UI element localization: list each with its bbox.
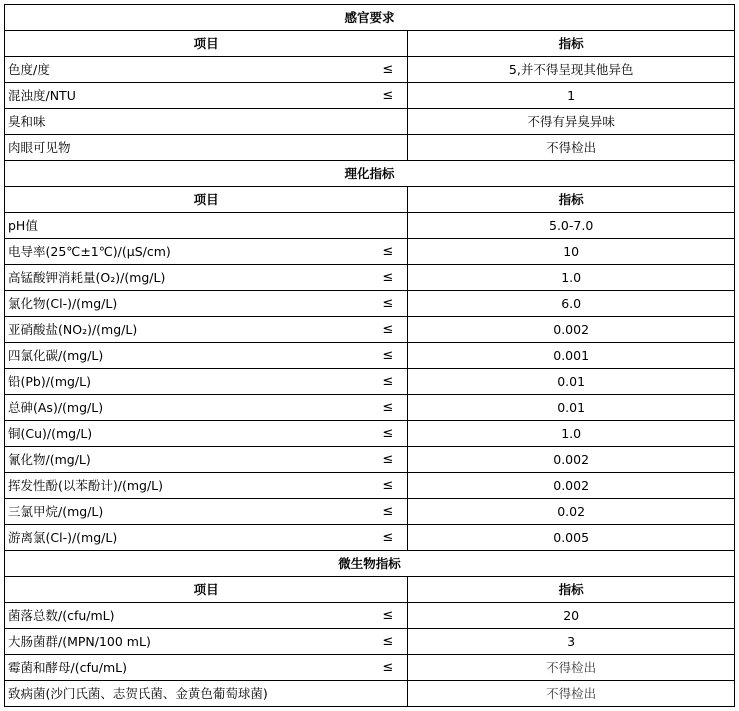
item-cell xyxy=(5,499,408,525)
table-row xyxy=(5,265,735,291)
item-name: 游离氯(Cl-)/(mg/L) xyxy=(8,530,118,545)
column-header-item: 项目 xyxy=(5,187,408,213)
item-cell xyxy=(5,135,408,161)
table-row xyxy=(5,239,735,265)
less-or-equal-symbol: ≤ xyxy=(382,634,394,649)
quality-spec-table xyxy=(4,4,735,707)
table-row xyxy=(5,317,735,343)
item-cell xyxy=(5,525,408,551)
less-or-equal-symbol: ≤ xyxy=(382,270,394,285)
table-row xyxy=(5,655,735,681)
less-or-equal-symbol: ≤ xyxy=(382,400,394,415)
value-cell: 20 xyxy=(408,603,735,629)
value-cell: 0.002 xyxy=(408,447,735,473)
less-or-equal-symbol: ≤ xyxy=(382,296,394,311)
table-row xyxy=(5,109,735,135)
table-row xyxy=(5,447,735,473)
item-cell xyxy=(5,473,408,499)
item-cell xyxy=(5,655,408,681)
item-cell xyxy=(5,343,408,369)
column-header-row xyxy=(5,187,735,213)
item-name: 亚硝酸盐(NO₂)/(mg/L) xyxy=(8,322,138,337)
item-cell xyxy=(5,57,408,83)
item-cell xyxy=(5,681,408,707)
table-row xyxy=(5,473,735,499)
less-or-equal-symbol: ≤ xyxy=(382,504,394,519)
item-name: 四氯化碳/(mg/L) xyxy=(8,348,104,363)
item-cell xyxy=(5,421,408,447)
value-cell: 0.002 xyxy=(408,317,735,343)
spec-table-body xyxy=(5,5,735,707)
table-row xyxy=(5,499,735,525)
value-cell: 0.01 xyxy=(408,395,735,421)
column-header-value: 指标 xyxy=(408,577,735,603)
item-cell xyxy=(5,395,408,421)
value-cell: 5,并不得呈现其他异色 xyxy=(408,57,735,83)
item-cell xyxy=(5,265,408,291)
value-cell: 1.0 xyxy=(408,265,735,291)
item-name: 菌落总数/(cfu/mL) xyxy=(8,608,115,623)
item-name: 大肠菌群/(MPN/100 mL) xyxy=(8,634,151,649)
item-cell xyxy=(5,603,408,629)
column-header-item: 项目 xyxy=(5,577,408,603)
item-name: 铜(Cu)/(mg/L) xyxy=(8,426,93,441)
table-row xyxy=(5,369,735,395)
table-row xyxy=(5,421,735,447)
less-or-equal-symbol: ≤ xyxy=(382,62,394,77)
less-or-equal-symbol: ≤ xyxy=(382,322,394,337)
value-cell: 0.002 xyxy=(408,473,735,499)
item-cell xyxy=(5,317,408,343)
value-cell: 不得检出 xyxy=(408,655,735,681)
table-row xyxy=(5,395,735,421)
less-or-equal-symbol: ≤ xyxy=(382,374,394,389)
item-name: 高锰酸钾消耗量(O₂)/(mg/L) xyxy=(8,270,166,285)
table-row xyxy=(5,681,735,707)
column-header-value: 指标 xyxy=(408,187,735,213)
section-title-row xyxy=(5,551,735,577)
value-cell: 6.0 xyxy=(408,291,735,317)
table-row xyxy=(5,629,735,655)
item-name: 氰化物/(mg/L) xyxy=(8,452,91,467)
column-header-item: 项目 xyxy=(5,31,408,57)
item-name: pH值 xyxy=(8,218,38,233)
table-row xyxy=(5,291,735,317)
value-cell: 0.005 xyxy=(408,525,735,551)
less-or-equal-symbol: ≤ xyxy=(382,660,394,675)
table-row xyxy=(5,525,735,551)
section-title: 理化指标 xyxy=(5,161,735,187)
column-header-value: 指标 xyxy=(408,31,735,57)
value-cell: 3 xyxy=(408,629,735,655)
item-name: 挥发性酚(以苯酚计)/(mg/L) xyxy=(8,478,164,493)
value-cell: 不得检出 xyxy=(408,135,735,161)
value-cell: 不得有异臭异味 xyxy=(408,109,735,135)
value-cell: 5.0-7.0 xyxy=(408,213,735,239)
value-cell: 1.0 xyxy=(408,421,735,447)
item-cell xyxy=(5,109,408,135)
value-cell: 1 xyxy=(408,83,735,109)
table-row xyxy=(5,57,735,83)
less-or-equal-symbol: ≤ xyxy=(382,608,394,623)
item-name: 霉菌和酵母/(cfu/mL) xyxy=(8,660,128,675)
table-row xyxy=(5,213,735,239)
item-cell xyxy=(5,239,408,265)
item-name: 电导率(25℃±1℃)/(μS/cm) xyxy=(8,244,171,259)
item-cell xyxy=(5,291,408,317)
less-or-equal-symbol: ≤ xyxy=(382,88,394,103)
value-cell: 不得检出 xyxy=(408,681,735,707)
value-cell: 10 xyxy=(408,239,735,265)
table-row xyxy=(5,603,735,629)
item-name: 铅(Pb)/(mg/L) xyxy=(8,374,91,389)
value-cell: 0.02 xyxy=(408,499,735,525)
table-row xyxy=(5,135,735,161)
section-title-row xyxy=(5,5,735,31)
item-cell xyxy=(5,447,408,473)
table-row xyxy=(5,343,735,369)
item-cell xyxy=(5,629,408,655)
less-or-equal-symbol: ≤ xyxy=(382,452,394,467)
item-name: 致病菌(沙门氏菌、志贺氏菌、金黄色葡萄球菌) xyxy=(8,686,268,701)
item-name: 臭和味 xyxy=(8,114,46,129)
item-name: 色度/度 xyxy=(8,62,50,77)
less-or-equal-symbol: ≤ xyxy=(382,530,394,545)
item-name: 总砷(As)/(mg/L) xyxy=(8,400,104,415)
less-or-equal-symbol: ≤ xyxy=(382,426,394,441)
item-name: 混浊度/NTU xyxy=(8,88,76,103)
item-name: 氯化物(Cl-)/(mg/L) xyxy=(8,296,118,311)
table-row xyxy=(5,83,735,109)
section-title-row xyxy=(5,161,735,187)
column-header-row xyxy=(5,577,735,603)
item-name: 肉眼可见物 xyxy=(8,140,71,155)
column-header-row xyxy=(5,31,735,57)
item-cell xyxy=(5,369,408,395)
less-or-equal-symbol: ≤ xyxy=(382,478,394,493)
section-title: 微生物指标 xyxy=(5,551,735,577)
less-or-equal-symbol: ≤ xyxy=(382,244,394,259)
less-or-equal-symbol: ≤ xyxy=(382,348,394,363)
item-cell xyxy=(5,83,408,109)
value-cell: 0.001 xyxy=(408,343,735,369)
item-cell xyxy=(5,213,408,239)
section-title: 感官要求 xyxy=(5,5,735,31)
value-cell: 0.01 xyxy=(408,369,735,395)
item-name: 三氯甲烷/(mg/L) xyxy=(8,504,104,519)
